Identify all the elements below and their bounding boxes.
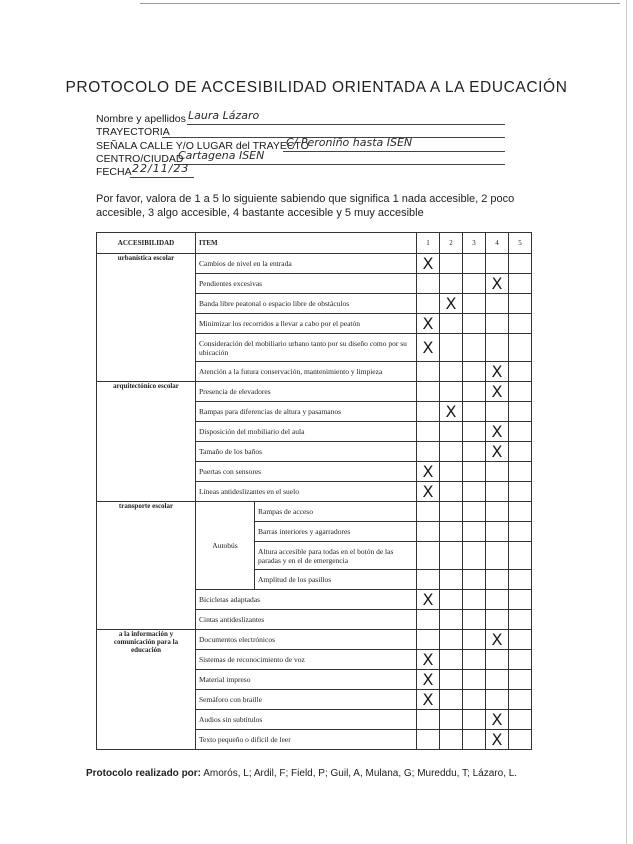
score-cell-3[interactable]: [463, 482, 486, 502]
score-cell-2[interactable]: [440, 314, 463, 334]
score-cell-2[interactable]: [440, 590, 463, 610]
score-cell-5[interactable]: [509, 462, 532, 482]
x-mark: X: [422, 337, 434, 357]
x-mark: X: [422, 461, 434, 481]
score-cell-2[interactable]: [440, 522, 463, 542]
score-cell-1[interactable]: [417, 254, 440, 274]
score-cell-2[interactable]: [440, 382, 463, 402]
score-cell-5[interactable]: [509, 630, 532, 650]
table-row: [97, 502, 532, 522]
table-body: [97, 254, 532, 750]
score-cell-5[interactable]: [509, 542, 532, 570]
item-cell: Semáforo con braille: [196, 690, 417, 710]
score-cell-5[interactable]: [509, 294, 532, 314]
header-score-2: 2: [440, 233, 463, 254]
score-cell-3[interactable]: [463, 590, 486, 610]
item-cell: Pendientes excesivas: [196, 274, 417, 294]
x-mark: X: [422, 481, 434, 501]
score-cell-3[interactable]: [463, 294, 486, 314]
score-cell-4[interactable]: [486, 690, 509, 710]
score-cell-2[interactable]: [440, 542, 463, 570]
x-mark: X: [491, 709, 503, 729]
header-score-1: 1: [417, 233, 440, 254]
score-cell-4[interactable]: [486, 630, 509, 650]
score-cell-4[interactable]: [486, 442, 509, 462]
score-cell-2[interactable]: [440, 254, 463, 274]
score-cell-4[interactable]: [486, 730, 509, 750]
item-cell: Audios sin subtítulos: [196, 710, 417, 730]
x-mark: X: [491, 441, 503, 461]
score-cell-1[interactable]: [417, 274, 440, 294]
score-cell-1[interactable]: [417, 610, 440, 630]
score-cell-5[interactable]: [509, 274, 532, 294]
centro-label: CENTRO/CIUDAD: [96, 153, 184, 165]
centro-value: Cartagena ISEN: [178, 149, 265, 162]
senala-underline: [283, 151, 505, 152]
score-cell-5[interactable]: [509, 522, 532, 542]
score-cell-4[interactable]: [486, 482, 509, 502]
accessibility-table: [96, 232, 532, 750]
score-cell-5[interactable]: [509, 314, 532, 334]
senala-value: C/ Peroniño hasta ISEN: [286, 136, 413, 149]
score-cell-4[interactable]: [486, 710, 509, 730]
score-cell-4[interactable]: [486, 650, 509, 670]
header-score-3: 3: [463, 233, 486, 254]
footer-authors: Amorós, L; Ardil, F; Field, P; Guil, A, Mulana, G; Mureddu, T; Lázaro, L.: [203, 768, 518, 779]
score-cell-3[interactable]: [463, 382, 486, 402]
score-cell-3[interactable]: [463, 402, 486, 422]
score-cell-4[interactable]: [486, 362, 509, 382]
score-cell-3[interactable]: [463, 254, 486, 274]
score-cell-4[interactable]: [486, 610, 509, 630]
score-cell-3[interactable]: [463, 542, 486, 570]
x-mark: X: [491, 361, 503, 381]
score-cell-2[interactable]: [440, 730, 463, 750]
score-cell-2[interactable]: [440, 502, 463, 522]
score-cell-5[interactable]: [509, 690, 532, 710]
score-cell-1[interactable]: [417, 590, 440, 610]
x-mark: X: [491, 421, 503, 441]
score-cell-5[interactable]: [509, 334, 532, 362]
score-cell-1[interactable]: [417, 670, 440, 690]
score-cell-2[interactable]: [440, 482, 463, 502]
score-cell-3[interactable]: [463, 710, 486, 730]
table-row: [97, 630, 532, 650]
item-cell: Líneas antideslizantes en el suelo: [196, 482, 417, 502]
score-cell-2[interactable]: [440, 630, 463, 650]
score-cell-4[interactable]: [486, 274, 509, 294]
score-cell-1[interactable]: [417, 422, 440, 442]
score-cell-1[interactable]: [417, 710, 440, 730]
score-cell-2[interactable]: [440, 690, 463, 710]
footer-label: Protocolo realizado por:: [86, 768, 202, 779]
table-header-row: [97, 233, 532, 254]
item-cell: Rampas de acceso: [255, 502, 417, 522]
x-mark: X: [491, 629, 503, 649]
scan-right-edge: [626, 0, 627, 844]
nombre-value: Laura Lázaro: [188, 109, 260, 122]
score-cell-3[interactable]: [463, 522, 486, 542]
trayectoria-label: TRAYECTORIA: [96, 126, 170, 138]
header-accesibilidad: ACCESIBILIDAD: [97, 233, 196, 254]
score-cell-4[interactable]: [486, 422, 509, 442]
score-cell-1[interactable]: [417, 650, 440, 670]
category-cell: a la información y comunicación para la educación: [97, 630, 196, 750]
score-cell-4[interactable]: [486, 462, 509, 482]
score-cell-1[interactable]: [417, 730, 440, 750]
score-cell-3[interactable]: [463, 570, 486, 590]
score-cell-2[interactable]: [440, 334, 463, 362]
field-nombre: [96, 109, 260, 125]
score-cell-5[interactable]: [509, 590, 532, 610]
fecha-underline: [130, 177, 194, 178]
score-cell-1[interactable]: [417, 334, 440, 362]
score-cell-2[interactable]: [440, 274, 463, 294]
score-cell-5[interactable]: [509, 442, 532, 462]
x-mark: X: [445, 293, 457, 313]
score-cell-5[interactable]: [509, 502, 532, 522]
item-cell: Banda libre peatonal o espacio libre de obstáculos: [196, 294, 417, 314]
nombre-underline: [187, 124, 505, 125]
subcategory-cell: Autobús: [196, 502, 255, 590]
score-cell-2[interactable]: [440, 570, 463, 590]
item-cell: Barras interiores y agarradores: [255, 522, 417, 542]
fecha-value: 22/11/23: [132, 162, 190, 175]
score-cell-3[interactable]: [463, 422, 486, 442]
score-cell-1[interactable]: [417, 522, 440, 542]
x-mark: X: [422, 669, 434, 689]
score-cell-1[interactable]: [417, 294, 440, 314]
item-cell: Altura accesible para todas en el botón de las paradas y en el de emergencia: [255, 542, 417, 570]
score-cell-1[interactable]: [417, 630, 440, 650]
item-cell: Rampas para diferencias de altura y pasamanos: [196, 402, 417, 422]
score-cell-1[interactable]: [417, 402, 440, 422]
score-cell-5[interactable]: [509, 382, 532, 402]
score-cell-3[interactable]: [463, 334, 486, 362]
score-cell-5[interactable]: [509, 422, 532, 442]
score-cell-5[interactable]: [509, 610, 532, 630]
score-cell-2[interactable]: [440, 442, 463, 462]
score-cell-1[interactable]: [417, 442, 440, 462]
score-cell-2[interactable]: [440, 362, 463, 382]
score-cell-3[interactable]: [463, 274, 486, 294]
score-cell-4[interactable]: [486, 670, 509, 690]
score-cell-3[interactable]: [463, 502, 486, 522]
x-mark: X: [445, 401, 457, 421]
x-mark: X: [422, 689, 434, 709]
score-cell-3[interactable]: [463, 630, 486, 650]
field-fecha: [96, 162, 190, 178]
score-cell-1[interactable]: [417, 314, 440, 334]
score-cell-2[interactable]: [440, 422, 463, 442]
item-cell: Minimizar los recorridos a llevar a cabo por el peatón: [196, 314, 417, 334]
score-cell-2[interactable]: [440, 670, 463, 690]
score-cell-2[interactable]: [440, 402, 463, 422]
score-cell-1[interactable]: [417, 462, 440, 482]
score-cell-3[interactable]: [463, 670, 486, 690]
item-cell: Bicicletas adaptadas: [196, 590, 417, 610]
score-cell-1[interactable]: [417, 502, 440, 522]
x-mark: X: [422, 313, 434, 333]
field-trayectoria: [96, 126, 170, 138]
item-cell: Consideración del mobiliario urbano tanto por su diseño como por su ubicación: [196, 334, 417, 362]
score-cell-5[interactable]: [509, 570, 532, 590]
score-cell-5[interactable]: [509, 482, 532, 502]
item-cell: Amplitud de los pasillos: [255, 570, 417, 590]
senala-label: SEÑALA CALLE Y/O LUGAR del TRAYECTO: [96, 140, 309, 152]
score-cell-5[interactable]: [509, 402, 532, 422]
x-mark: X: [491, 381, 503, 401]
score-cell-2[interactable]: [440, 462, 463, 482]
score-cell-3[interactable]: [463, 730, 486, 750]
item-cell: Sistemas de reconocimiento de voz: [196, 650, 417, 670]
x-mark: X: [422, 649, 434, 669]
score-cell-1[interactable]: [417, 690, 440, 710]
x-mark: X: [422, 589, 434, 609]
score-cell-4[interactable]: [486, 522, 509, 542]
score-cell-4[interactable]: [486, 542, 509, 570]
score-cell-1[interactable]: [417, 570, 440, 590]
item-cell: Cambios de nivel en la entrada: [196, 254, 417, 274]
score-cell-4[interactable]: [486, 314, 509, 334]
document-title: PROTOCOLO DE ACCESIBILIDAD ORIENTADA A LA EDUCACIÓN: [65, 79, 568, 96]
header-score-4: 4: [486, 233, 509, 254]
score-cell-3[interactable]: [463, 362, 486, 382]
item-cell: Cintas antideslizantes: [196, 610, 417, 630]
score-cell-5[interactable]: [509, 730, 532, 750]
score-cell-5[interactable]: [509, 362, 532, 382]
item-cell: Material impreso: [196, 670, 417, 690]
item-cell: Disposición del mobiliario del aula: [196, 422, 417, 442]
score-cell-2[interactable]: [440, 710, 463, 730]
score-cell-1[interactable]: [417, 382, 440, 402]
x-mark: X: [491, 273, 503, 293]
nombre-label: Nombre y apellidos: [96, 113, 186, 125]
table-row: [97, 254, 532, 274]
score-cell-4[interactable]: [486, 570, 509, 590]
score-cell-2[interactable]: [440, 650, 463, 670]
score-cell-2[interactable]: [440, 610, 463, 630]
score-cell-3[interactable]: [463, 610, 486, 630]
score-cell-3[interactable]: [463, 442, 486, 462]
instructions: Por favor, valora de 1 a 5 lo siguiente sabiendo que significa 1 nada accesible, 2 poco accesible, 3 algo accesible, 4 bastante accesible y 5 muy accesible: [96, 193, 515, 219]
header-score-5: 5: [509, 233, 532, 254]
score-cell-5[interactable]: [509, 670, 532, 690]
score-cell-5[interactable]: [509, 650, 532, 670]
x-mark: X: [491, 729, 503, 749]
centro-underline: [174, 164, 505, 165]
score-cell-4[interactable]: [486, 254, 509, 274]
footer: [86, 768, 556, 779]
item-cell: Documentos electrónicos: [196, 630, 417, 650]
item-cell: Texto pequeño o difícil de leer: [196, 730, 417, 750]
score-cell-1[interactable]: [417, 542, 440, 570]
x-mark: X: [422, 253, 434, 273]
score-cell-1[interactable]: [417, 482, 440, 502]
score-cell-4[interactable]: [486, 294, 509, 314]
item-cell: Puertas con sensores: [196, 462, 417, 482]
score-cell-4[interactable]: [486, 402, 509, 422]
table-row: [97, 382, 532, 402]
category-cell: arquitectónico escolar: [97, 382, 196, 502]
item-cell: Tamaño de los baños: [196, 442, 417, 462]
category-cell: transporte escolar: [97, 502, 196, 630]
score-cell-5[interactable]: [509, 254, 532, 274]
score-cell-3[interactable]: [463, 462, 486, 482]
category-cell: urbanística escolar: [97, 254, 196, 382]
score-cell-5[interactable]: [509, 710, 532, 730]
score-cell-4[interactable]: [486, 502, 509, 522]
scan-top-edge: [140, 3, 620, 4]
score-cell-4[interactable]: [486, 590, 509, 610]
score-cell-2[interactable]: [440, 294, 463, 314]
fecha-label: FECHA: [96, 166, 132, 178]
item-cell: Atención a la futura conservación, mantenimiento y limpieza: [196, 362, 417, 382]
header-item: ITEM: [196, 233, 417, 254]
item-cell: Presencia de elevadores: [196, 382, 417, 402]
score-cell-3[interactable]: [463, 314, 486, 334]
score-cell-3[interactable]: [463, 690, 486, 710]
score-cell-4[interactable]: [486, 334, 509, 362]
score-cell-3[interactable]: [463, 650, 486, 670]
score-cell-4[interactable]: [486, 382, 509, 402]
score-cell-1[interactable]: [417, 362, 440, 382]
